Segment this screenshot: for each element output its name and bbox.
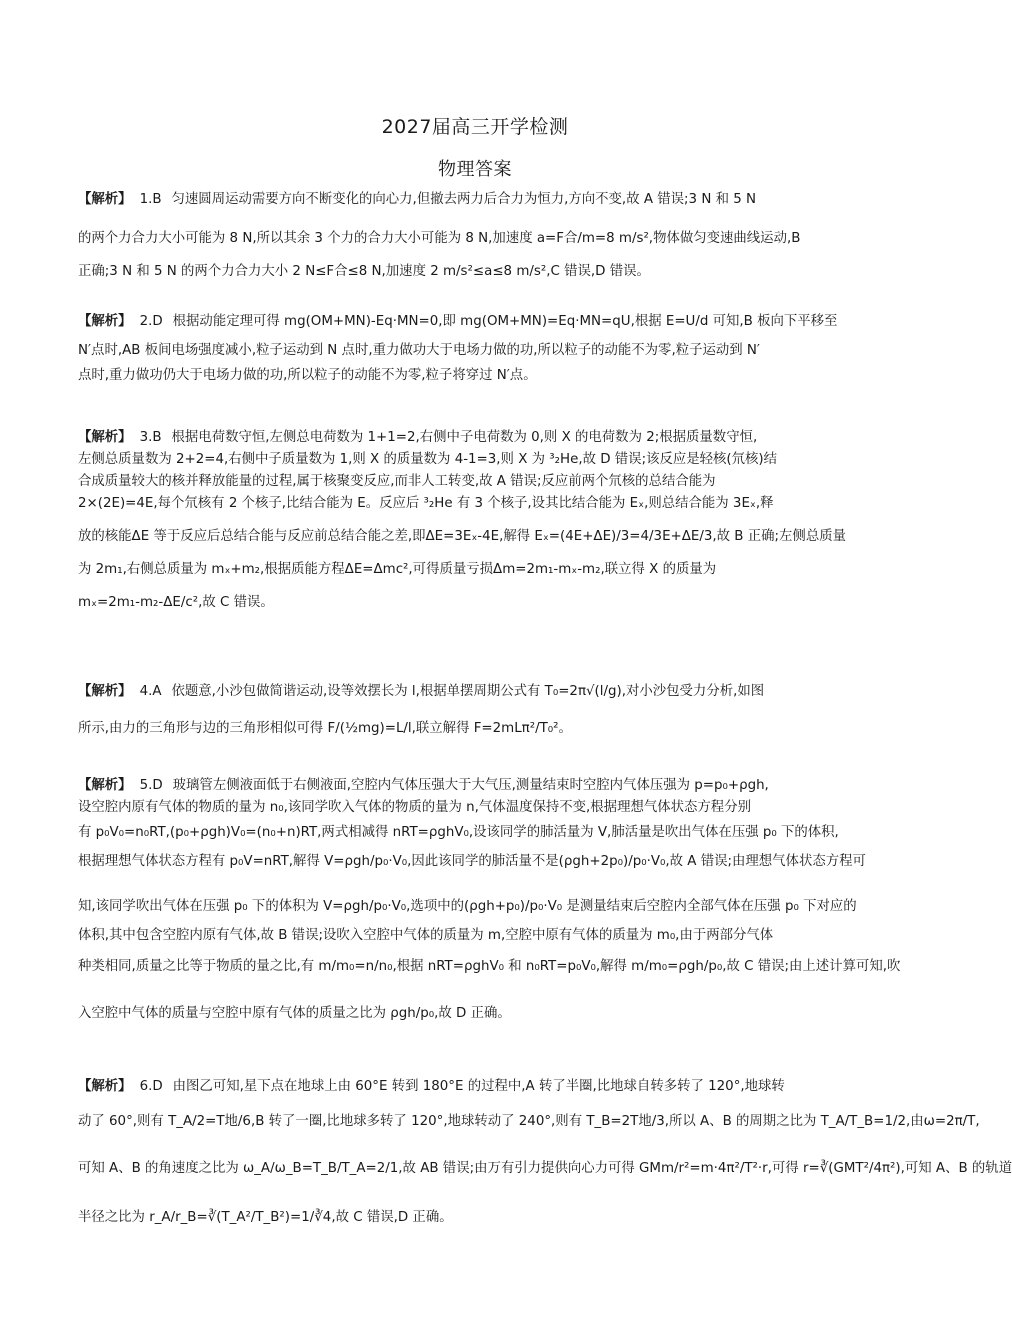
answer-3-line-3: 合成质量较大的核并释放能量的过程,属于核聚变反应,而非人工转变,故 A 错误;反应前两个氘核的总结合能为 <box>78 474 716 489</box>
answer-6-line-2: 动了 60°,则有 T_A/2=T地/6,B 转了一圈,比地球多转了 120°,地球转动了 240°,则有 T_B=2T地/3,所以 A、B 的周期之比为 T_A/T_B=1/2,由ω=2π/T, <box>78 1114 980 1129</box>
answer-5-line-1: 【解析】 5.D 玻璃管左侧液面低于右侧液面,空腔内气体压强大于大气压,测量结束时空腔内气体压强为 p=p₀+ρgh, <box>78 778 769 793</box>
answer-2-line-2: N′点时,AB 板间电场强度减小,粒子运动到 N 点时,重力做功大于电场力做的功,所以粒子的动能不为零,粒子运动到 N′ <box>78 343 760 358</box>
answer-5-line-3: 有 p₀V₀=n₀RT,(p₀+ρgh)V₀=(n₀+n)RT,两式相减得 nRT=ρghV₀,设该同学的肺活量为 V,肺活量是吹出气体在压强 p₀ 下的体积, <box>78 825 839 840</box>
answer-4-line-2: 所示,由力的三角形与边的三角形相似可得 F/(½mg)=L/l,联立解得 F=2mLπ²/T₀²。 <box>78 721 572 736</box>
answer-5-line-2: 设空腔内原有气体的物质的量为 n₀,该同学吹入气体的物质的量为 n,气体温度保持不变,根据理想气体状态方程分别 <box>78 800 751 815</box>
answer-5 <box>78 776 901 1023</box>
answer-3-line-2: 左侧总质量数为 2+2=4,右侧中子质量数为 1,则 X 的质量数为 4-1=3,则 X 为 ³₂He,故 D 错误;该反应是轻核(氘核)结 <box>78 452 778 467</box>
answer-3 <box>78 428 878 612</box>
answer-4 <box>78 682 878 738</box>
page-subtitle: 物理答案 <box>438 159 512 180</box>
answer-5-line-7: 种类相同,质量之比等于物质的量之比,有 m/m₀=n/n₀,根据 nRT=ρghV₀ 和 n₀RT=p₀V₀,解得 m/m₀=ρgh/p₀,故 C 错误;由上述计算可知,吹 <box>78 959 901 974</box>
answer-2-line-3: 点时,重力做功仍大于电场力做的功,所以粒子的动能不为零,粒子将穿过 N′点。 <box>78 368 537 383</box>
answer-3-line-1: 【解析】 3.B 根据电荷数守恒,左侧总电荷数为 1+1=2,右侧中子电荷数为 0,则 X 的电荷数为 2;根据质量数守恒, <box>78 430 758 445</box>
answer-5-line-6: 体积,其中包含空腔内原有气体,故 B 错误;设吹入空腔中气体的质量为 m,空腔中原有气体的质量为 m₀,由于两部分气体 <box>78 928 774 943</box>
answer-6-line-4: 半径之比为 r_A/r_B=∛(T_A²/T_B²)=1/∛4,故 C 错误,D 正确。 <box>78 1210 453 1225</box>
answer-3-line-7: mₓ=2m₁-m₂-ΔE/c²,故 C 错误。 <box>78 595 274 610</box>
answer-6-line-3: 可知 A、B 的角速度之比为 ω_A/ω_B=T_B/T_A=2/1,故 AB 错误;由万有引力提供向心力可得 GMm/r²=m·4π²/T²·r,可得 r=∛(GMT²/4π²),可知 A、B 的轨道 <box>78 1161 1012 1176</box>
answer-5-line-4: 根据理想气体状态方程有 p₀V=nRT,解得 V=ρgh/p₀·V₀,因此该同学的肺活量不是(ρgh+2p₀)/p₀·V₀,故 A 错误;由理想气体状态方程可 <box>78 854 866 869</box>
answer-2 <box>78 312 878 385</box>
answer-4-line-1: 【解析】 4.A 依题意,小沙包做简谐运动,设等效摆长为 l,根据单摆周期公式有 T₀=2π√(l/g),对小沙包受力分析,如图 <box>78 684 765 699</box>
answer-6-line-1: 【解析】 6.D 由图乙可知,星下点在地球上由 60°E 转到 180°E 的过程中,A 转了半圈,比地球自转多转了 120°,地球转 <box>78 1079 785 1094</box>
answer-5-line-8: 入空腔中气体的质量与空腔中原有气体的质量之比为 ρgh/p₀,故 D 正确。 <box>78 1006 511 1021</box>
answer-1-line-2: 的两个力合力大小可能为 8 N,所以其余 3 个力的合力大小可能为 8 N,加速度 a=F合/m=8 m/s²,物体做匀变速曲线运动,B <box>78 231 801 246</box>
answer-2-line-1: 【解析】 2.D 根据动能定理可得 mg(OM+MN)-Eq·MN=0,即 mg(OM+MN)=Eq·MN=qU,根据 E=U/d 可知,B 板向下平移至 <box>78 314 838 329</box>
answer-3-line-4: 2×(2E)=4E,每个氘核有 2 个核子,比结合能为 E。反应后 ³₂He 有 3 个核子,设其比结合能为 Eₓ,则总结合能为 3Eₓ,释 <box>78 496 774 511</box>
answer-1-line-3: 正确;3 N 和 5 N 的两个力合力大小 2 N≤F合≤8 N,加速度 2 m/s²≤a≤8 m/s²,C 错误,D 错误。 <box>78 264 650 279</box>
answer-5-line-5: 知,该同学吹出气体在压强 p₀ 下的体积为 V=ρgh/p₀·V₀,选项中的(ρgh+p₀)/p₀·V₀ 是测量结束后空腔内全部气体在压强 p₀ 下对应的 <box>78 899 857 914</box>
answer-1-line-1: 【解析】 1.B 匀速圆周运动需要方向不断变化的向心力,但撤去两力后合力为恒力,方向不变,故 A 错误;3 N 和 5 N <box>78 192 757 207</box>
answer-3-line-5: 放的核能ΔE 等于反应后总结合能与反应前总结合能之差,即ΔE=3Eₓ-4E,解得 Eₓ=(4E+ΔE)/3=4/3E+ΔE/3,故 B 正确;左侧总质量 <box>78 529 846 544</box>
answer-6 <box>78 1077 1012 1227</box>
page-title: 2027届高三开学检测 <box>381 116 569 138</box>
answer-1 <box>78 190 878 281</box>
answer-3-line-6: 为 2m₁,右侧总质量为 mₓ+m₂,根据质能方程ΔE=Δmc²,可得质量亏损Δm=2m₁-mₓ-m₂,联立得 X 的质量为 <box>78 562 717 577</box>
